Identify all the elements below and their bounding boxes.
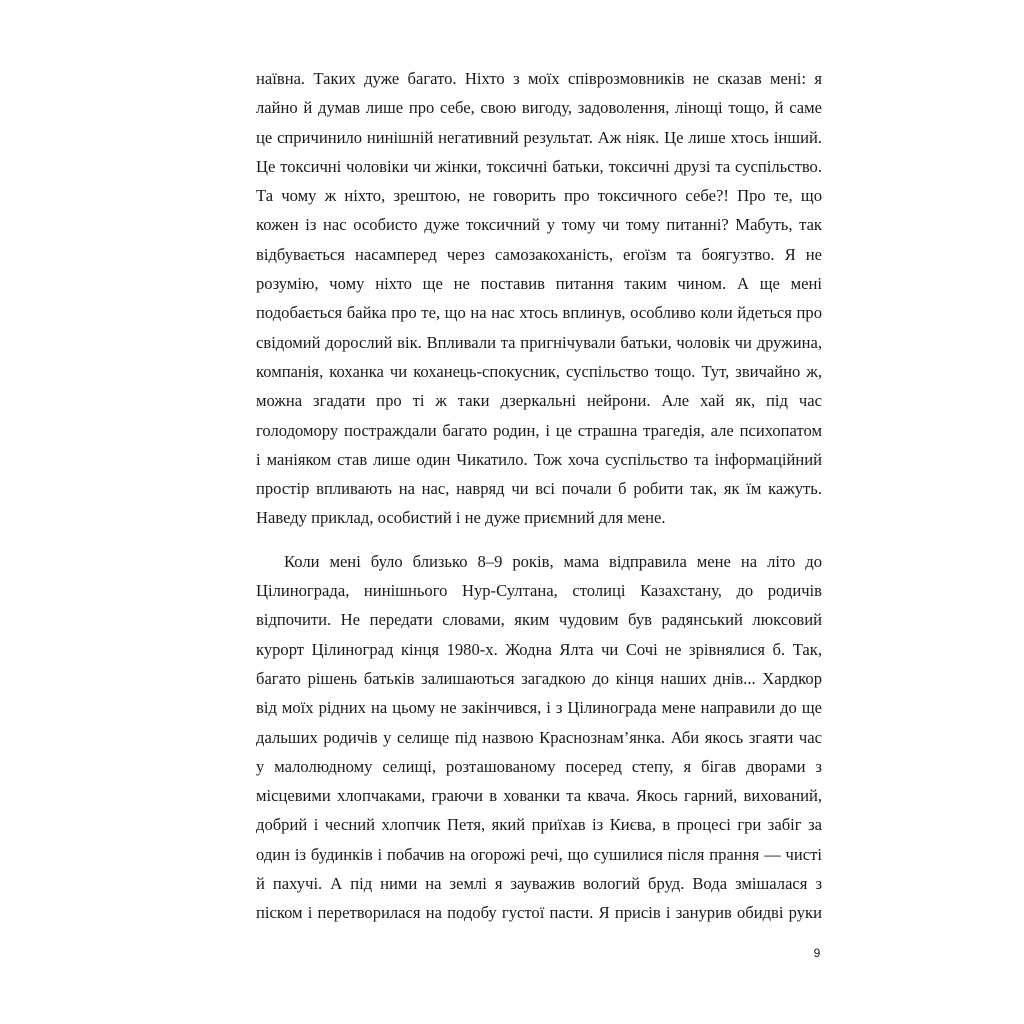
text-line: голодомору постраждали багато родин, і це страшна трагедія, але психопатом <box>256 420 822 440</box>
text-line: простір впливають на нас, навряд чи всі почали б робити так, як їм кажуть. <box>256 479 822 499</box>
text-line: Та чому ж ніхто, зрештою, не говорить про токсичного себе?! Про те, що <box>256 186 822 206</box>
text-line: й пахучі. А під ними на землі я зауважив вологий бруд. Вода змішалася з <box>256 874 822 894</box>
page-number: 9 <box>813 946 821 960</box>
text-line: розумію, чому ніхто ще не поставив питання таким чином. А ще мені <box>256 274 822 294</box>
text-line: кожен із нас особисто дуже токсичний у тому чи тому питанні? Мабуть, так <box>256 215 822 235</box>
text-line: Це токсичні чоловіки чи жінки, токсичні батьки, токсичні друзі та суспільство. <box>256 156 822 176</box>
text-line: Наведу приклад, особистий і не дуже приємний для мене. <box>256 508 666 528</box>
paragraph-gap <box>256 533 822 547</box>
paragraph <box>256 547 822 928</box>
text-line: курорт Цілиноград кінця 1980-х. Жодна Ялта чи Сочі не зрівнялися б. Так, <box>256 639 822 659</box>
text-line: місцевими хлопчаками, граючи в хованки та квача. Якось гарний, вихований, <box>256 786 822 806</box>
text-line: у малолюдному селищі, розташованому посеред степу, я бігав дворами з <box>256 756 822 776</box>
text-line: це спричинило нинішній негативний результат. Аж ніяк. Це лише хтось інший. <box>256 127 822 147</box>
text-line: дальших родичів у селище під назвою Краснознам’янка. Аби якось згаяти час <box>256 727 822 747</box>
text-line: відпочити. Не передати словами, яким чудовим був радянський люксовий <box>256 610 822 630</box>
text-line: подобається байка про те, що на нас хтось вплинув, особливо коли йдеться про <box>256 303 822 323</box>
text-line: відбувається насамперед через самозакоханість, егоїзм та боягузтво. Я не <box>256 244 822 264</box>
text-line: можна згадати про ті ж таки дзеркальні нейрони. Але хай як, під час <box>256 391 822 411</box>
text-line: багато рішень батьків залишаються загадкою до кінця наших днів... Хардкор <box>256 668 822 688</box>
text-line: піском і перетворилася на подобу густої пасти. Я присів і занурив обидві руки <box>256 903 822 923</box>
text-line: добрий і чесний хлопчик Петя, який приїхав із Києва, в процесі гри забіг за <box>256 815 822 835</box>
text-line: від моїх рідних на цьому не закінчився, і з Цілинограда мене направили до ще <box>256 698 822 718</box>
body-text <box>256 64 822 928</box>
text-line: компанія, коханка чи коханець-спокусник, суспільство тощо. Тут, звичайно ж, <box>256 361 822 381</box>
text-line: свідомий дорослий вік. Впливали та пригнічували батьки, чоловік чи дружина, <box>256 332 822 352</box>
text-line: наївна. Таких дуже багато. Ніхто з моїх співрозмовників не сказав мені: я <box>256 69 822 88</box>
text-line: один із будинків і побачив на огорожі речі, що сушилися після прання — чисті <box>256 844 822 864</box>
paragraph <box>256 64 822 533</box>
text-line: і маніяком став лише один Чикатило. Тож хоча суспільство та інформаційний <box>256 449 822 469</box>
text-line: Коли мені було близько 8–9 років, мама відправила мене на літо до <box>284 551 822 571</box>
text-line: лайно й думав лише про себе, свою вигоду, задоволення, лінощі тощо, й саме <box>256 98 822 118</box>
text-line: Цілинограда, нинішнього Нур-Султана, столиці Казахстану, до родичів <box>256 581 822 601</box>
